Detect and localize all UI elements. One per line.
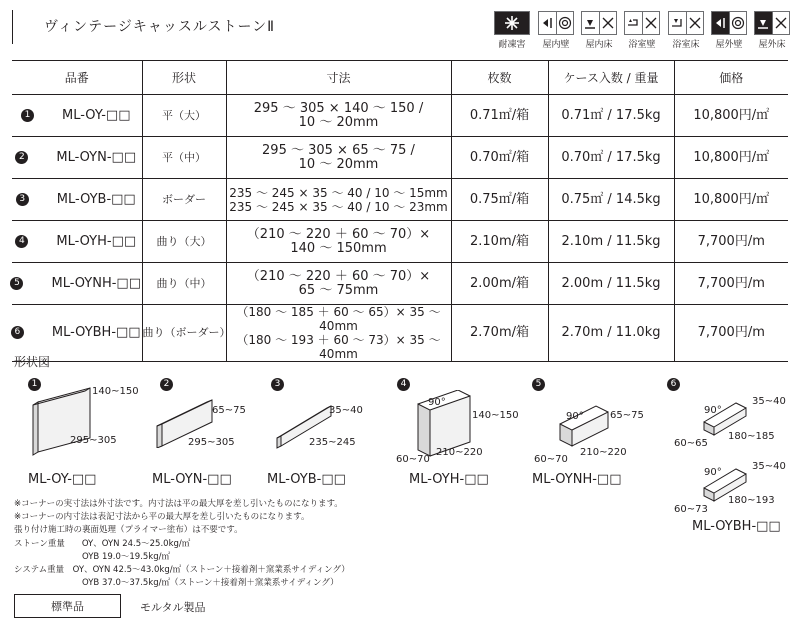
table-row (12, 221, 788, 263)
dim-width: 180~193 (728, 495, 775, 506)
header-case: ケース入数 / 重量 (548, 61, 674, 95)
indoor-wall-icon (538, 11, 574, 35)
size-line: 65 ～ 75mm (298, 282, 379, 298)
row-size (226, 305, 451, 362)
note-line: OYB 19.0～19.5kg/㎡ (14, 551, 170, 562)
row-shape: 曲り（ボーダー） (142, 305, 226, 362)
table-row (12, 263, 788, 305)
usage-label: 屋内壁 (542, 40, 570, 50)
code-text: ML-OYN-□□ (56, 149, 137, 165)
row-price: 7,700円/m (674, 263, 788, 305)
size-line: 10 ～ 20mm (298, 156, 379, 172)
row-count: 2.00m/箱 (451, 263, 548, 305)
shape-number-badge: 6 (667, 378, 680, 391)
usage-indoor-wall (537, 11, 575, 50)
code-text: ML-OYNH-□□ (51, 275, 141, 291)
size-line: 140 ～ 150mm (290, 240, 387, 256)
dim-angle: 90° (704, 467, 722, 478)
dim-return: 60~65 (674, 438, 708, 449)
size-line: （180 ～ 193 ＋ 60 ～ 73）× 35 ～ 40mm (236, 333, 441, 361)
dim-width: 295~305 (188, 437, 235, 448)
usage-bath-floor (667, 11, 705, 50)
row-number-badge: 5 (10, 277, 23, 290)
size-line: 235 ～ 245 × 35 ～ 40 / 10 ～ 23mm (229, 199, 448, 214)
code-text: ML-OYBH-□□ (51, 325, 141, 340)
row-number-badge: 6 (11, 326, 24, 339)
row-number-badge: 2 (15, 151, 28, 164)
size-line: （210 ～ 220 ＋ 60 ～ 70）× (246, 268, 431, 284)
shape-number-badge: 2 (160, 378, 173, 391)
dim-height: 140~150 (92, 386, 139, 397)
shape-model: ML-OYN-□□ (152, 472, 232, 487)
row-code (12, 221, 142, 263)
usage-label: 屋外床 (758, 40, 786, 50)
shape-number-badge: 4 (397, 378, 410, 391)
table-row (12, 305, 788, 362)
outdoor-wall-icon (711, 11, 747, 35)
row-code (12, 137, 142, 179)
title-rule (12, 10, 13, 44)
row-code (12, 179, 142, 221)
dim-width: 180~185 (728, 431, 775, 442)
row-shape: 曲り（大） (142, 221, 226, 263)
row-count: 2.10m/箱 (451, 221, 548, 263)
header-price: 価格 (674, 61, 788, 95)
code-text: ML-OYB-□□ (56, 191, 136, 207)
table-header-row (12, 61, 788, 95)
size-line: 295 ～ 305 × 65 ～ 75 / (262, 142, 415, 158)
shape-number-badge: 3 (271, 378, 284, 391)
dim-height: 65~75 (212, 405, 246, 416)
product-title: ヴィンテージキャッスルストーンⅡ (44, 19, 276, 35)
row-count: 0.70㎡/箱 (451, 137, 548, 179)
shapes-title: 形状図 (14, 355, 51, 369)
note-line: 張り付け施工時の裏面処理（プライマー塗布）は不要です。 (14, 525, 243, 536)
outdoor-floor-icon (754, 11, 790, 35)
row-shape: 平（中） (142, 137, 226, 179)
dim-height: 35~40 (329, 405, 363, 416)
dim-return: 60~70 (534, 454, 568, 465)
header-size: 寸法 (226, 61, 451, 95)
dim-width: 295~305 (70, 435, 117, 446)
row-price: 7,700円/m (674, 221, 788, 263)
shape-number-badge: 5 (532, 378, 545, 391)
size-line: （180 ～ 185 ＋ 60 ～ 65）× 35 ～ 40mm (236, 305, 441, 333)
row-size (226, 221, 451, 263)
row-number-badge: 3 (16, 193, 29, 206)
shape-model: ML-OYBH-□□ (692, 519, 781, 534)
shape-model: ML-OY-□□ (28, 472, 97, 487)
shape-number-badge: 1 (28, 378, 41, 391)
row-price: 10,800円/㎡ (674, 95, 788, 137)
dim-height: 35~40 (752, 461, 786, 472)
row-price: 7,700円/m (674, 305, 788, 362)
code-text: ML-OY-□□ (62, 107, 131, 123)
row-code (12, 95, 142, 137)
dim-height: 65~75 (610, 410, 644, 421)
header-count: 枚数 (451, 61, 548, 95)
row-case: 0.71㎡ / 17.5kg (548, 95, 674, 137)
row-count: 2.70m/箱 (451, 305, 548, 362)
mortar-product-label: モルタル製品 (140, 601, 206, 614)
note-line: ※コーナーの実寸法は外寸法です。内寸法は平の最大厚を差し引いたものになります。 (14, 499, 343, 509)
row-case: 2.00m / 11.5kg (548, 263, 674, 305)
notes (14, 498, 350, 590)
usage-outdoor-wall (710, 11, 748, 50)
row-case: 2.70m / 11.0kg (548, 305, 674, 362)
usage-label: 耐凍害 (498, 40, 526, 50)
size-line: 10 ～ 20mm (298, 114, 379, 130)
size-line: 235 ～ 245 × 35 ～ 40 / 10 ～ 15mm (229, 185, 448, 200)
row-size (226, 95, 451, 137)
dim-width: 210~220 (436, 447, 483, 458)
bath-wall-icon (624, 11, 660, 35)
tile-corner-medium-drawing (556, 404, 612, 448)
row-number-badge: 4 (15, 235, 28, 248)
row-shape: 平（大） (142, 95, 226, 137)
usage-label: 浴室床 (672, 40, 700, 50)
size-line: （210 ～ 220 ＋ 60 ～ 70）× (246, 226, 431, 242)
dim-width: 235~245 (309, 437, 356, 448)
dim-return: 60~70 (396, 454, 430, 465)
row-size (226, 137, 451, 179)
shape-model: ML-OYB-□□ (267, 472, 346, 487)
row-price: 10,800円/㎡ (674, 137, 788, 179)
spec-table (12, 60, 788, 362)
table-row (12, 95, 788, 137)
snowflake-icon (494, 11, 530, 35)
table-row (12, 137, 788, 179)
dim-height: 140~150 (472, 410, 519, 421)
usage-indoor-floor (580, 11, 618, 50)
row-price: 10,800円/㎡ (674, 179, 788, 221)
note-line: ※コーナーの内寸法は表記寸法から平の最大厚を差し引いたものになります。 (14, 512, 310, 523)
usage-frost (493, 11, 531, 50)
usage-label: 浴室壁 (628, 40, 656, 50)
shape-model: ML-OYH-□□ (409, 472, 489, 487)
note-line: ストーン重量 OY、OYN 24.5～25.0kg/㎡ (14, 538, 191, 549)
note-line: OYB 37.0～37.5kg/㎡（ストーン＋接着剤＋窯業系サイディング） (14, 578, 339, 589)
dim-height: 35~40 (752, 396, 786, 407)
row-code (12, 263, 142, 305)
usage-label: 屋内床 (585, 40, 613, 50)
indoor-floor-icon (581, 11, 617, 35)
row-case: 0.75㎡ / 14.5kg (548, 179, 674, 221)
row-count: 0.71㎡/箱 (451, 95, 548, 137)
dim-angle: 90° (704, 405, 722, 416)
header-code: 品番 (12, 61, 142, 95)
code-text: ML-OYH-□□ (56, 233, 137, 249)
dim-width: 210~220 (580, 447, 627, 458)
bath-floor-icon (668, 11, 704, 35)
table-row (12, 179, 788, 221)
usage-outdoor-floor (753, 11, 791, 50)
dim-angle: 90° (428, 397, 446, 408)
row-case: 0.70㎡ / 17.5kg (548, 137, 674, 179)
row-size (226, 179, 451, 221)
row-shape: 曲り（中） (142, 263, 226, 305)
dim-return: 60~73 (674, 504, 708, 515)
note-line: システム重量 OY、OYN 42.5～43.0kg/㎡（ストーン＋接着剤＋窯業系サイディング） (14, 565, 350, 576)
standard-product-badge: 標準品 (14, 594, 121, 618)
header-shape: 形状 (142, 61, 226, 95)
row-shape: ボーダー (142, 179, 226, 221)
usage-bath-wall (623, 11, 661, 50)
row-size (226, 263, 451, 305)
size-line: 295 ～ 305 × 140 ～ 150 / (253, 100, 424, 116)
row-count: 0.75㎡/箱 (451, 179, 548, 221)
dim-angle: 90° (566, 411, 584, 422)
shape-model: ML-OYNH-□□ (532, 472, 622, 487)
usage-label: 屋外壁 (715, 40, 743, 50)
row-number-badge: 1 (21, 109, 34, 122)
row-case: 2.10m / 11.5kg (548, 221, 674, 263)
